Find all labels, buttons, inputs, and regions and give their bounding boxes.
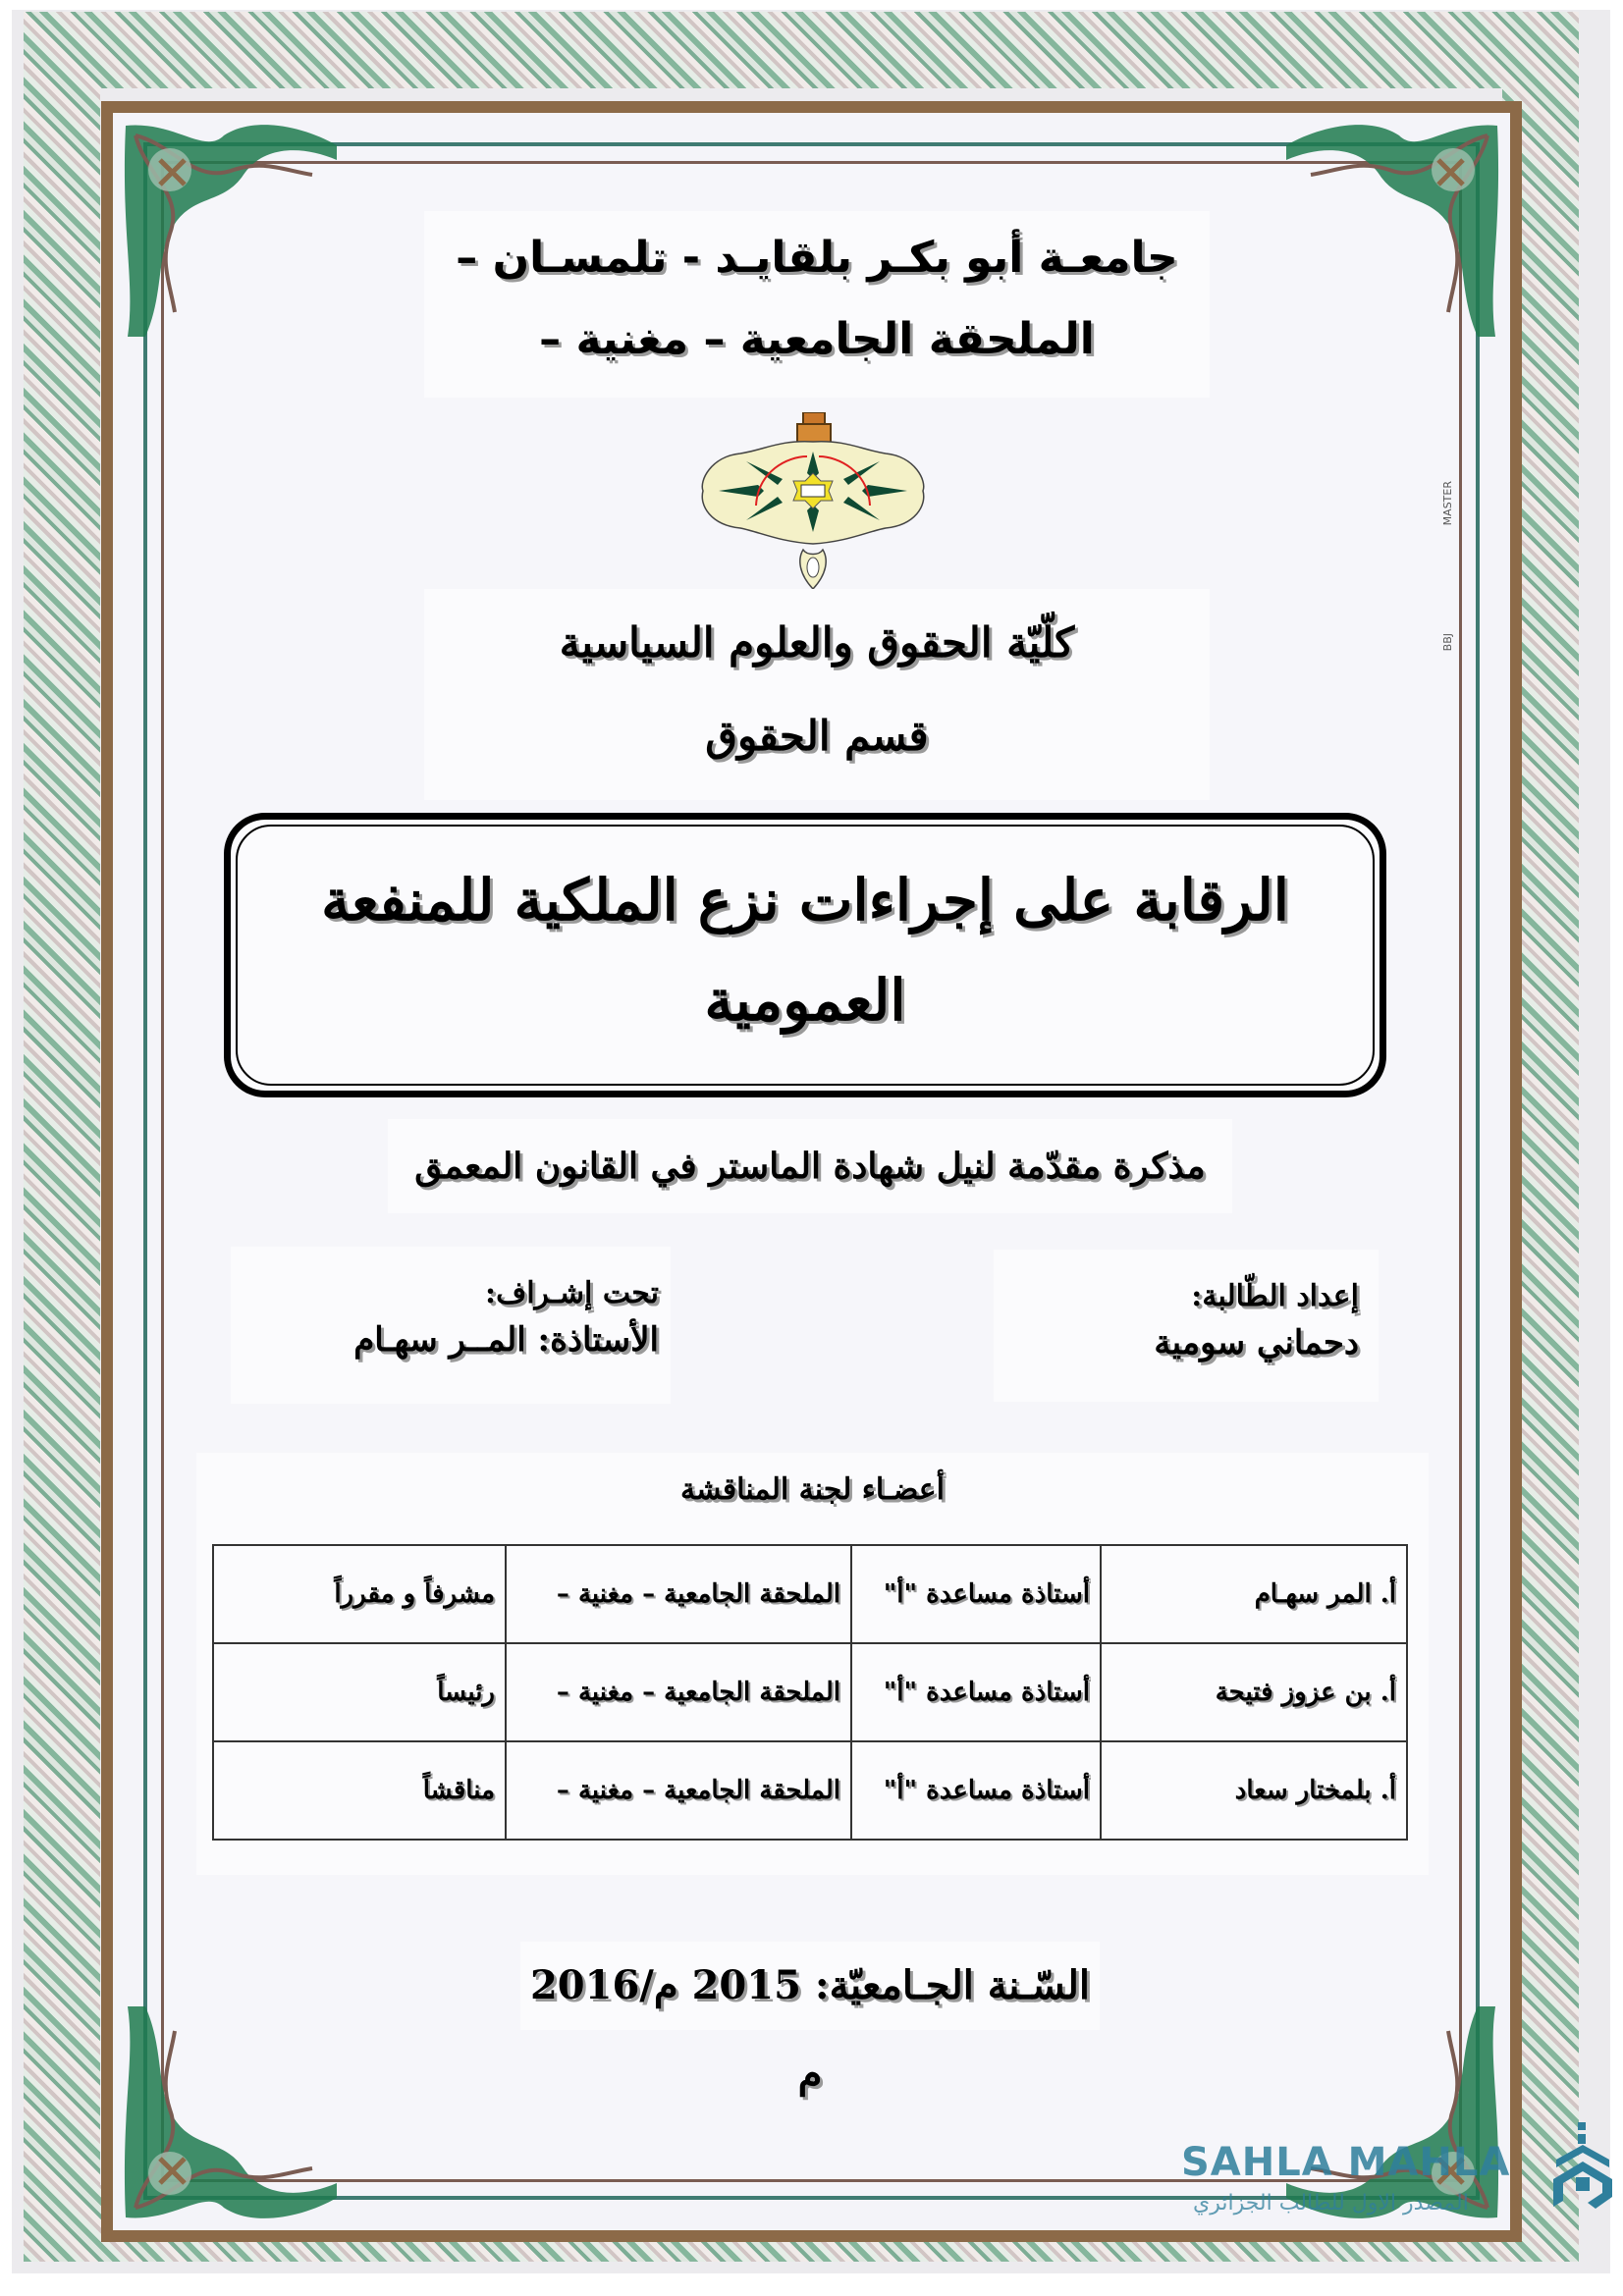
member-rank: أستاذة مساعدة "أ" (851, 1545, 1101, 1643)
committee-table (212, 1544, 1408, 1841)
student-name: دحماني سومية (1154, 1323, 1359, 1362)
watermark-brand: SAHLA MAHLA (1181, 2140, 1511, 2185)
member-rank: أستاذة مساعدة "أ" (851, 1741, 1101, 1840)
sahla-mahla-logo-icon (1548, 2120, 1617, 2218)
memo-description: مذكرة مقدّمة لنيل شهادة الماستر في القانون المعمق (388, 1119, 1232, 1213)
supervisor-name: الأستاذة: المــر سهـام (353, 1320, 659, 1360)
corner-ornament-icon (1281, 116, 1507, 342)
table-row (213, 1643, 1407, 1741)
member-name: أ. المر سهـام (1101, 1545, 1407, 1643)
department-name: قسم الحقوق (705, 712, 929, 760)
student-label: إعداد الطّالبة: (1191, 1279, 1359, 1313)
university-emblem-icon (699, 412, 927, 594)
watermark-tagline: المصدر الاول للطالب الجزائري (1193, 2191, 1469, 2216)
member-institution: الملحقة الجامعية – مغنية – (506, 1545, 851, 1643)
member-institution: الملحقة الجامعية – مغنية – (506, 1643, 851, 1741)
corner-ornament-icon (116, 2002, 342, 2227)
member-rank: أستاذة مساعدة "أ" (851, 1643, 1101, 1741)
academic-year: السّـنة الجـامعيّة: 2015 م/2016 م (520, 1942, 1100, 2030)
table-row (213, 1741, 1407, 1840)
watermark (1173, 2140, 1623, 2258)
supervisor-label: تحت إشـراف: (485, 1276, 659, 1310)
thesis-title-line1: الرقابة على إجراءات نزع الملكية للمنفعة (321, 867, 1289, 934)
member-role: رئيساً (213, 1643, 506, 1741)
thesis-title-line2: العمومية (704, 967, 906, 1034)
member-name: أ. بن عزوز فتيحة (1101, 1643, 1407, 1741)
committee-section (196, 1453, 1429, 1875)
member-name: أ. بلمختار سعاد (1101, 1741, 1407, 1840)
border-mark-master: MASTER (1441, 481, 1454, 526)
student-block (994, 1250, 1379, 1402)
committee-title: أعضـاء لجنة المناقشة (679, 1472, 946, 1507)
border-mark-bbj: BBJ (1441, 633, 1454, 652)
faculty-name: كلّيّة الحقوق والعلوم السياسية (559, 618, 1075, 667)
table-row (213, 1545, 1407, 1643)
university-annex: الملحقة الجامعية – مغنية – (539, 314, 1095, 364)
supervisor-block (231, 1247, 671, 1404)
university-header (424, 211, 1210, 398)
member-role: مشرفاً و مقرراً (213, 1545, 506, 1643)
university-name: جامعـة أبو بكـر بلقايـد - تلمسـان – (456, 233, 1178, 283)
corner-ornament-icon (116, 116, 342, 342)
member-role: مناقشاً (213, 1741, 506, 1840)
thesis-title-box (224, 813, 1386, 1097)
member-institution: الملحقة الجامعية – مغنية – (506, 1741, 851, 1840)
faculty-section (424, 589, 1210, 800)
